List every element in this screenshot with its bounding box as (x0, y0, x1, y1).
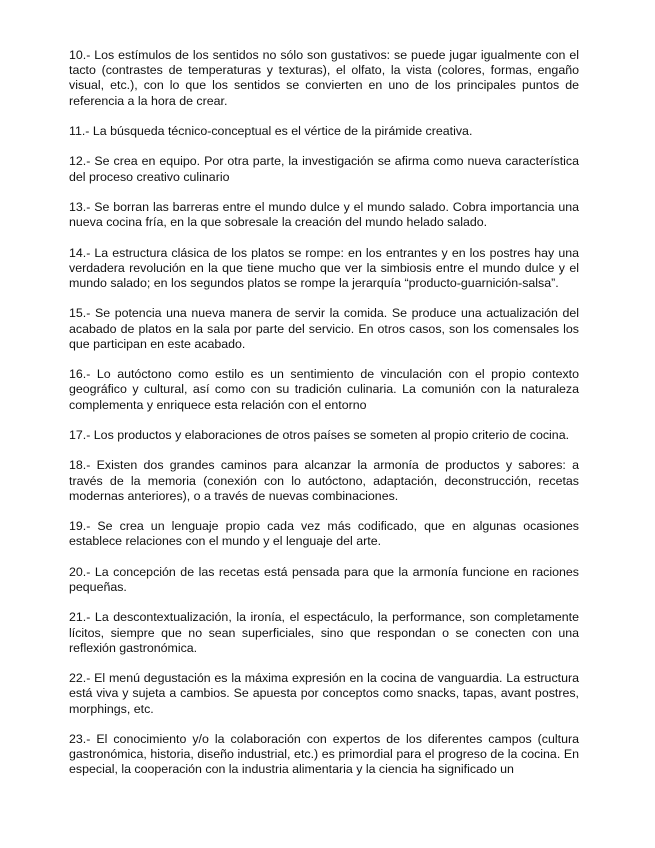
paragraph-21: 21.- La descontextualización, la ironía, el espectáculo, la performance, son completamente lícitos, siempre que no sean superficiales, sino que respondan o se conecten con una reflexión gastronómica. (69, 610, 579, 655)
paragraph-12: 12.- Se crea en equipo. Por otra parte, la investigación se afirma como nueva característica del proceso creativo culinario (69, 154, 579, 184)
paragraph-15: 15.- Se potencia una nueva manera de servir la comida. Se produce una actualización del acabado de platos en la sala por parte del servicio. En otros casos, son los comensales los que participan en este acabado. (69, 306, 579, 351)
document-page (69, 48, 579, 778)
paragraph-11: 11.- La búsqueda técnico-conceptual es el vértice de la pirámide creativa. (69, 124, 473, 138)
paragraph-10: 10.- Los estímulos de los sentidos no sólo son gustativos: se puede jugar igualmente con el tacto (contrastes de temperaturas y texturas), el olfato, la vista (colores, formas, engaño visual, etc.), con lo que los sentidos se convierten en uno de los principales puntos de referencia a la hora de crear. (69, 48, 579, 108)
paragraph-19: 19.- Se crea un lenguaje propio cada vez más codificado, que en algunas ocasiones establece relaciones con el mundo y el lenguaje del arte. (69, 519, 579, 549)
paragraph-22: 22.- El menú degustación es la máxima expresión en la cocina de vanguardia. La estructura está viva y sujeta a cambios. Se apuesta por conceptos como snacks, tapas, avant postres, morphings, etc. (69, 671, 579, 716)
paragraph-16: 16.- Lo autóctono como estilo es un sentimiento de vinculación con el propio contexto geográfico y cultural, así como con su tradición culinaria. La comunión con la naturaleza complementa y enriquece esta relación con el entorno (69, 367, 579, 412)
paragraph-14: 14.- La estructura clásica de los platos se rompe: en los entrantes y en los postres hay una verdadera revolución en la que tiene mucho que ver la simbiosis entre el mundo dulce y el mundo salado; en los segundos platos se rompe la jerarquía “producto-guarnición-salsa”. (69, 245, 579, 290)
paragraph-17: 17.- Los productos y elaboraciones de otros países se someten al propio criterio de cocina. (69, 427, 570, 442)
paragraph-23: 23.- El conocimiento y/o la colaboración con expertos de los diferentes campos (cultura gastronómica, historia, diseño industrial, etc.) es primordial para el progreso de la cocina. En especial, la cooperación con la industria alimentaria y la ciencia ha significado un (69, 731, 579, 777)
paragraph-18: 18.- Existen dos grandes caminos para alcanzar la armonía de productos y sabores: a través de la memoria (conexión con lo autóctono, adaptación, deconstrucción, recetas modernas anteriores), o a través de nuevas combinaciones. (69, 458, 579, 503)
paragraph-20: 20.- La concepción de las recetas está pensada para que la armonía funcione en raciones pequeñas. (69, 564, 579, 594)
paragraph-13: 13.- Se borran las barreras entre el mundo dulce y el mundo salado. Cobra importancia una nueva cocina fría, en la que sobresale la creación del mundo helado salado. (69, 199, 579, 230)
